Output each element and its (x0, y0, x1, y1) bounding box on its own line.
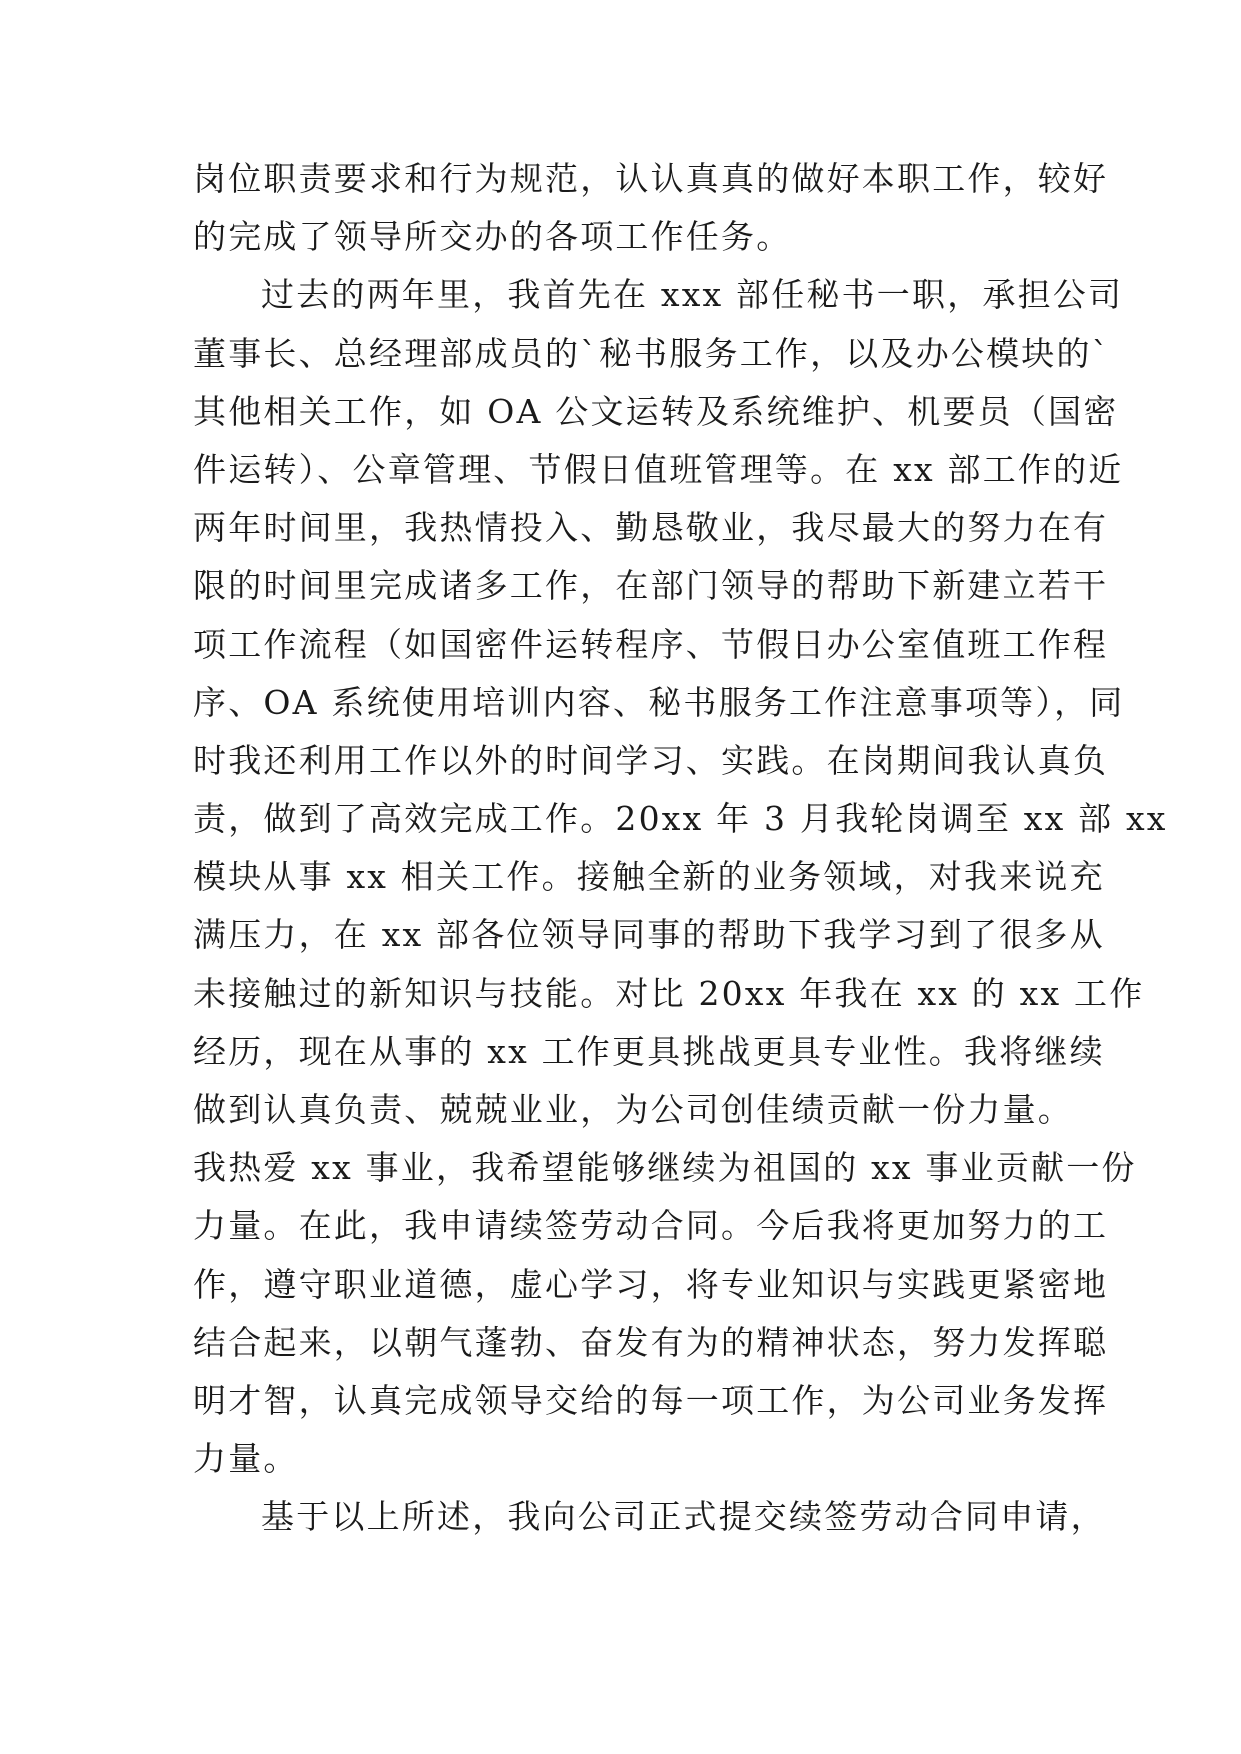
paragraph-2-line-9: 时我还利用工作以外的时间学习、实践。在岗期间我认真负 (193, 740, 1109, 780)
paragraph-2-line-19: 结合起来，以朝气蓬勃、奋发有为的精神状态，努力发挥聪 (193, 1322, 1109, 1362)
paragraph-2-line-4: 件运转）、公章管理、节假日值班管理等。在 xx 部工作的近 (193, 449, 1124, 489)
paragraph-2-line-17: 力量。在此，我申请续签劳动合同。今后我将更加努力的工 (193, 1206, 1109, 1246)
paragraph-1-line-2: 的完成了领导所交办的各项工作任务。 (193, 217, 792, 257)
paragraph-2-line-15: 做到认真负责、兢兢业业，为公司创佳绩贡献一份力量。 (193, 1090, 1073, 1129)
paragraph-2-line-3: 其他相关工作，如 OA 公文运转及系统维护、机要员（国密 (193, 391, 1119, 431)
paragraph-2-line-8: 序、OA 系统使用培训内容、秘书服务工作注意事项等），同 (193, 682, 1125, 722)
paragraph-3-line-1: 基于以上所述，我向公司正式提交续签劳动合同申请， (261, 1497, 1106, 1537)
paragraph-2-line-6: 限的时间里完成诸多工作，在部门领导的帮助下新建立若干 (193, 566, 1109, 606)
paragraph-2-line-21: 力量。 (193, 1439, 299, 1479)
paragraph-2-line-13: 未接触过的新知识与技能。对比 20xx 年我在 xx 的 xx 工作 (193, 973, 1145, 1013)
document-body (193, 150, 1168, 1547)
paragraph-2-line-20: 明才智，认真完成领导交给的每一项工作，为公司业务发挥 (193, 1380, 1109, 1420)
paragraph-2-line-16: 我热爱 xx 事业，我希望能够继续为祖国的 xx 事业贡献一份 (193, 1148, 1137, 1188)
paragraph-2-line-7: 项工作流程（如国密件运转程序、节假日办公室值班工作程 (193, 624, 1109, 664)
paragraph-2-line-2: 董事长、总经理部成员的`秘书服务工作，以及办公模块的` (193, 333, 1111, 373)
paragraph-2-line-1: 过去的两年里，我首先在 xxx 部任秘书一职，承担公司 (261, 275, 1124, 315)
paragraph-2-line-11: 模块从事 xx 相关工作。接触全新的业务领域，对我来说充 (193, 857, 1105, 897)
paragraph-2-line-18: 作，遵守职业道德，虚心学习，将专业知识与实践更紧密地 (193, 1264, 1109, 1304)
paragraph-2-line-12: 满压力，在 xx 部各位领导同事的帮助下我学习到了很多从 (193, 915, 1105, 955)
paragraph-2-line-14: 经历，现在从事的 xx 工作更具挑战更具专业性。我将继续 (193, 1031, 1105, 1071)
paragraph-1-line-1: 岗位职责要求和行为规范，认认真真的做好本职工作，较好 (193, 159, 1109, 198)
paragraph-2-line-5: 两年时间里，我热情投入、勤恳敬业，我尽最大的努力在有 (193, 508, 1109, 548)
paragraph-2-line-10: 责，做到了高效完成工作。20xx 年 3 月我轮岗调至 xx 部 xx (193, 799, 1168, 839)
